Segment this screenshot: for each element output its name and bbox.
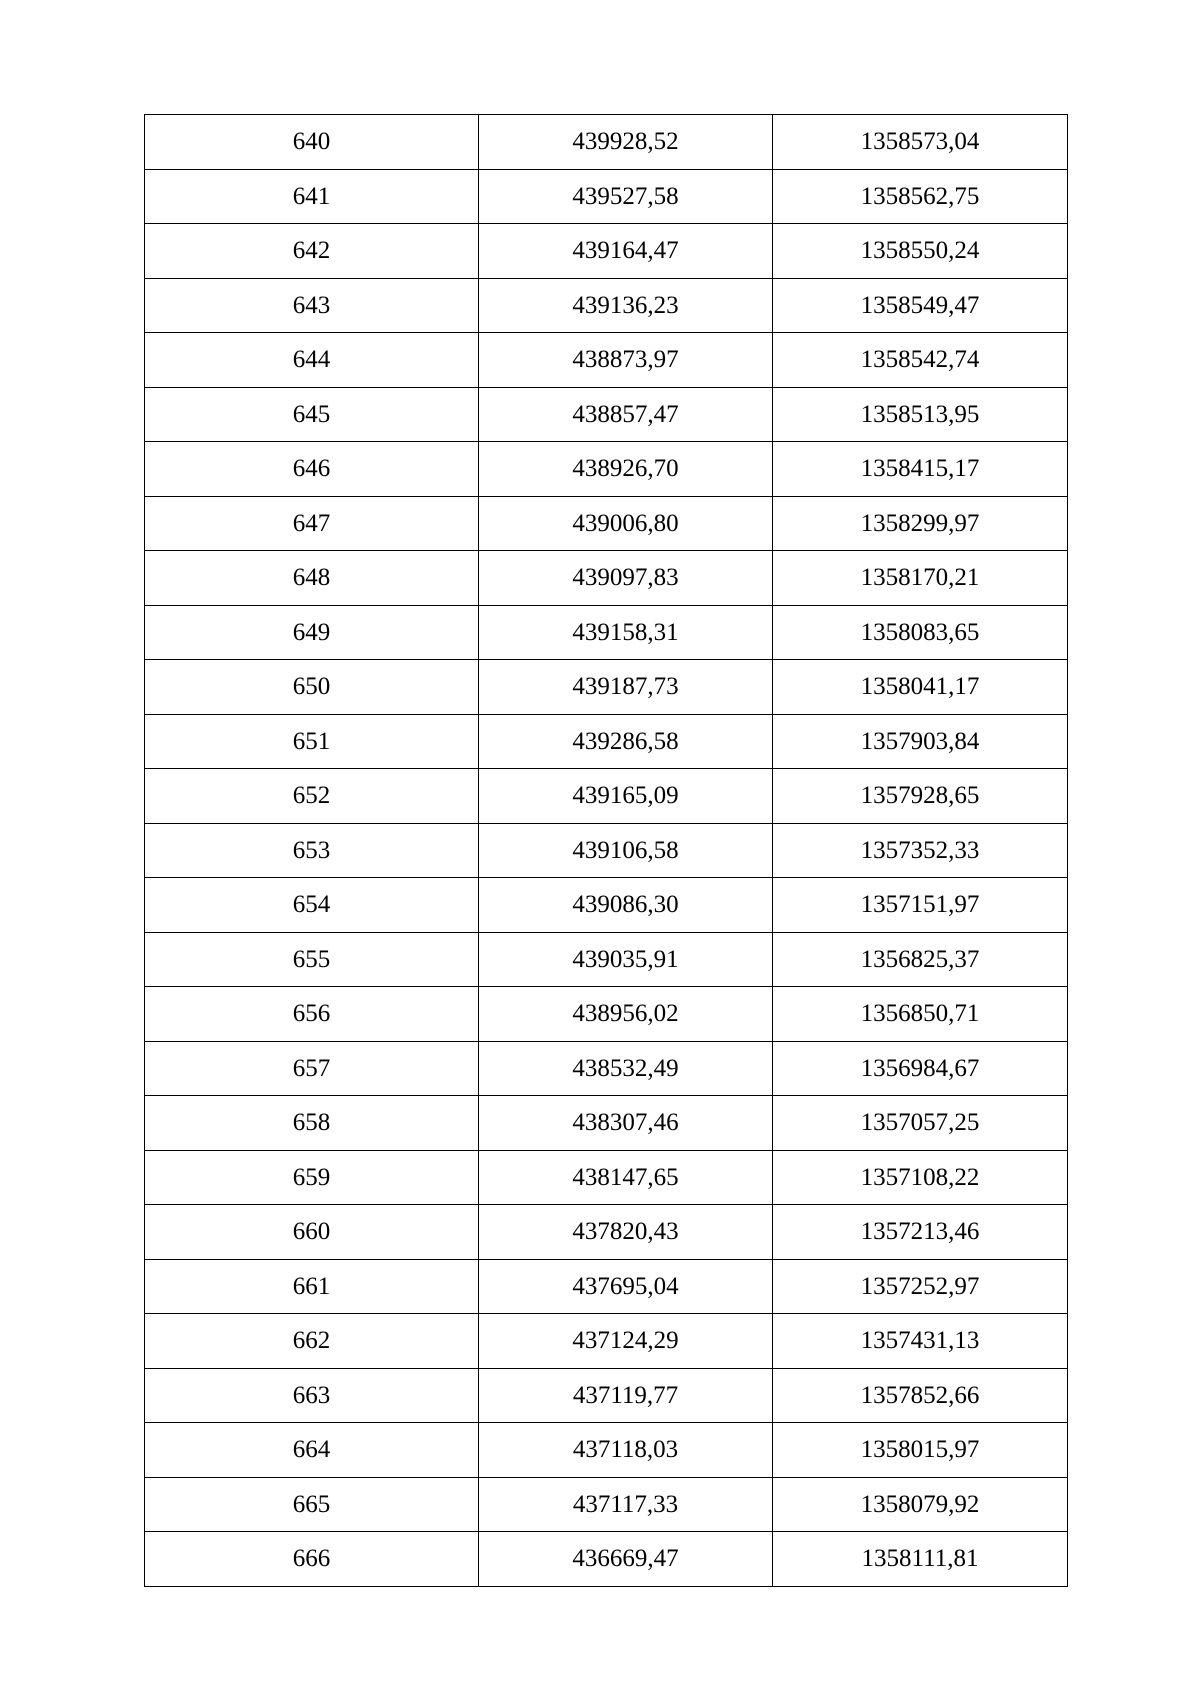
x-coordinate-cell: 439286,58 [479, 714, 773, 769]
table-row [145, 333, 1068, 388]
point-number-cell: 652 [145, 769, 479, 824]
table-row [145, 496, 1068, 551]
point-number-cell: 649 [145, 605, 479, 660]
table-row [145, 1096, 1068, 1151]
y-coordinate-cell: 1357352,33 [773, 823, 1068, 878]
point-number-cell: 647 [145, 496, 479, 551]
point-number-cell: 653 [145, 823, 479, 878]
y-coordinate-cell: 1358549,47 [773, 278, 1068, 333]
y-coordinate-cell: 1358083,65 [773, 605, 1068, 660]
coordinates-table-body [145, 115, 1068, 1587]
point-number-cell: 660 [145, 1205, 479, 1260]
x-coordinate-cell: 439006,80 [479, 496, 773, 551]
point-number-cell: 666 [145, 1532, 479, 1587]
point-number-cell: 665 [145, 1477, 479, 1532]
x-coordinate-cell: 439136,23 [479, 278, 773, 333]
table-row [145, 987, 1068, 1042]
x-coordinate-cell: 439527,58 [479, 169, 773, 224]
y-coordinate-cell: 1357213,46 [773, 1205, 1068, 1260]
y-coordinate-cell: 1357928,65 [773, 769, 1068, 824]
table-row [145, 169, 1068, 224]
table-row [145, 1532, 1068, 1587]
table-row [145, 1150, 1068, 1205]
x-coordinate-cell: 438532,49 [479, 1041, 773, 1096]
x-coordinate-cell: 437695,04 [479, 1259, 773, 1314]
y-coordinate-cell: 1358513,95 [773, 387, 1068, 442]
table-row [145, 1477, 1068, 1532]
table-row [145, 769, 1068, 824]
point-number-cell: 656 [145, 987, 479, 1042]
coordinates-table [144, 114, 1068, 1587]
table-row [145, 1041, 1068, 1096]
point-number-cell: 640 [145, 115, 479, 170]
x-coordinate-cell: 439086,30 [479, 878, 773, 933]
table-row [145, 278, 1068, 333]
x-coordinate-cell: 439187,73 [479, 660, 773, 715]
x-coordinate-cell: 437118,03 [479, 1423, 773, 1478]
point-number-cell: 655 [145, 932, 479, 987]
x-coordinate-cell: 437117,33 [479, 1477, 773, 1532]
x-coordinate-cell: 438926,70 [479, 442, 773, 497]
y-coordinate-cell: 1358542,74 [773, 333, 1068, 388]
y-coordinate-cell: 1358562,75 [773, 169, 1068, 224]
table-row [145, 551, 1068, 606]
x-coordinate-cell: 439165,09 [479, 769, 773, 824]
x-coordinate-cell: 437124,29 [479, 1314, 773, 1369]
point-number-cell: 643 [145, 278, 479, 333]
y-coordinate-cell: 1358041,17 [773, 660, 1068, 715]
table-row [145, 387, 1068, 442]
table-row [145, 605, 1068, 660]
x-coordinate-cell: 439035,91 [479, 932, 773, 987]
table-row [145, 224, 1068, 279]
y-coordinate-cell: 1356825,37 [773, 932, 1068, 987]
y-coordinate-cell: 1357057,25 [773, 1096, 1068, 1151]
y-coordinate-cell: 1358079,92 [773, 1477, 1068, 1532]
table-row [145, 932, 1068, 987]
table-row [145, 1205, 1068, 1260]
table-row [145, 115, 1068, 170]
x-coordinate-cell: 439928,52 [479, 115, 773, 170]
point-number-cell: 644 [145, 333, 479, 388]
table-row [145, 442, 1068, 497]
table-row [145, 1314, 1068, 1369]
x-coordinate-cell: 437119,77 [479, 1368, 773, 1423]
point-number-cell: 645 [145, 387, 479, 442]
y-coordinate-cell: 1358550,24 [773, 224, 1068, 279]
table-row [145, 660, 1068, 715]
point-number-cell: 661 [145, 1259, 479, 1314]
point-number-cell: 651 [145, 714, 479, 769]
point-number-cell: 658 [145, 1096, 479, 1151]
y-coordinate-cell: 1357852,66 [773, 1368, 1068, 1423]
x-coordinate-cell: 438956,02 [479, 987, 773, 1042]
table-row [145, 878, 1068, 933]
x-coordinate-cell: 439158,31 [479, 605, 773, 660]
point-number-cell: 657 [145, 1041, 479, 1096]
point-number-cell: 648 [145, 551, 479, 606]
point-number-cell: 659 [145, 1150, 479, 1205]
x-coordinate-cell: 439097,83 [479, 551, 773, 606]
y-coordinate-cell: 1357108,22 [773, 1150, 1068, 1205]
x-coordinate-cell: 437820,43 [479, 1205, 773, 1260]
x-coordinate-cell: 436669,47 [479, 1532, 773, 1587]
x-coordinate-cell: 438873,97 [479, 333, 773, 388]
x-coordinate-cell: 439106,58 [479, 823, 773, 878]
point-number-cell: 663 [145, 1368, 479, 1423]
y-coordinate-cell: 1357903,84 [773, 714, 1068, 769]
x-coordinate-cell: 438857,47 [479, 387, 773, 442]
table-row [145, 823, 1068, 878]
y-coordinate-cell: 1358415,17 [773, 442, 1068, 497]
point-number-cell: 662 [145, 1314, 479, 1369]
y-coordinate-cell: 1357431,13 [773, 1314, 1068, 1369]
y-coordinate-cell: 1357151,97 [773, 878, 1068, 933]
point-number-cell: 650 [145, 660, 479, 715]
table-row [145, 714, 1068, 769]
table-row [145, 1368, 1068, 1423]
table-row [145, 1259, 1068, 1314]
x-coordinate-cell: 439164,47 [479, 224, 773, 279]
y-coordinate-cell: 1356850,71 [773, 987, 1068, 1042]
y-coordinate-cell: 1358299,97 [773, 496, 1068, 551]
point-number-cell: 646 [145, 442, 479, 497]
table-row [145, 1423, 1068, 1478]
y-coordinate-cell: 1357252,97 [773, 1259, 1068, 1314]
y-coordinate-cell: 1358111,81 [773, 1532, 1068, 1587]
y-coordinate-cell: 1356984,67 [773, 1041, 1068, 1096]
point-number-cell: 654 [145, 878, 479, 933]
y-coordinate-cell: 1358170,21 [773, 551, 1068, 606]
y-coordinate-cell: 1358015,97 [773, 1423, 1068, 1478]
point-number-cell: 664 [145, 1423, 479, 1478]
point-number-cell: 641 [145, 169, 479, 224]
y-coordinate-cell: 1358573,04 [773, 115, 1068, 170]
x-coordinate-cell: 438147,65 [479, 1150, 773, 1205]
point-number-cell: 642 [145, 224, 479, 279]
x-coordinate-cell: 438307,46 [479, 1096, 773, 1151]
